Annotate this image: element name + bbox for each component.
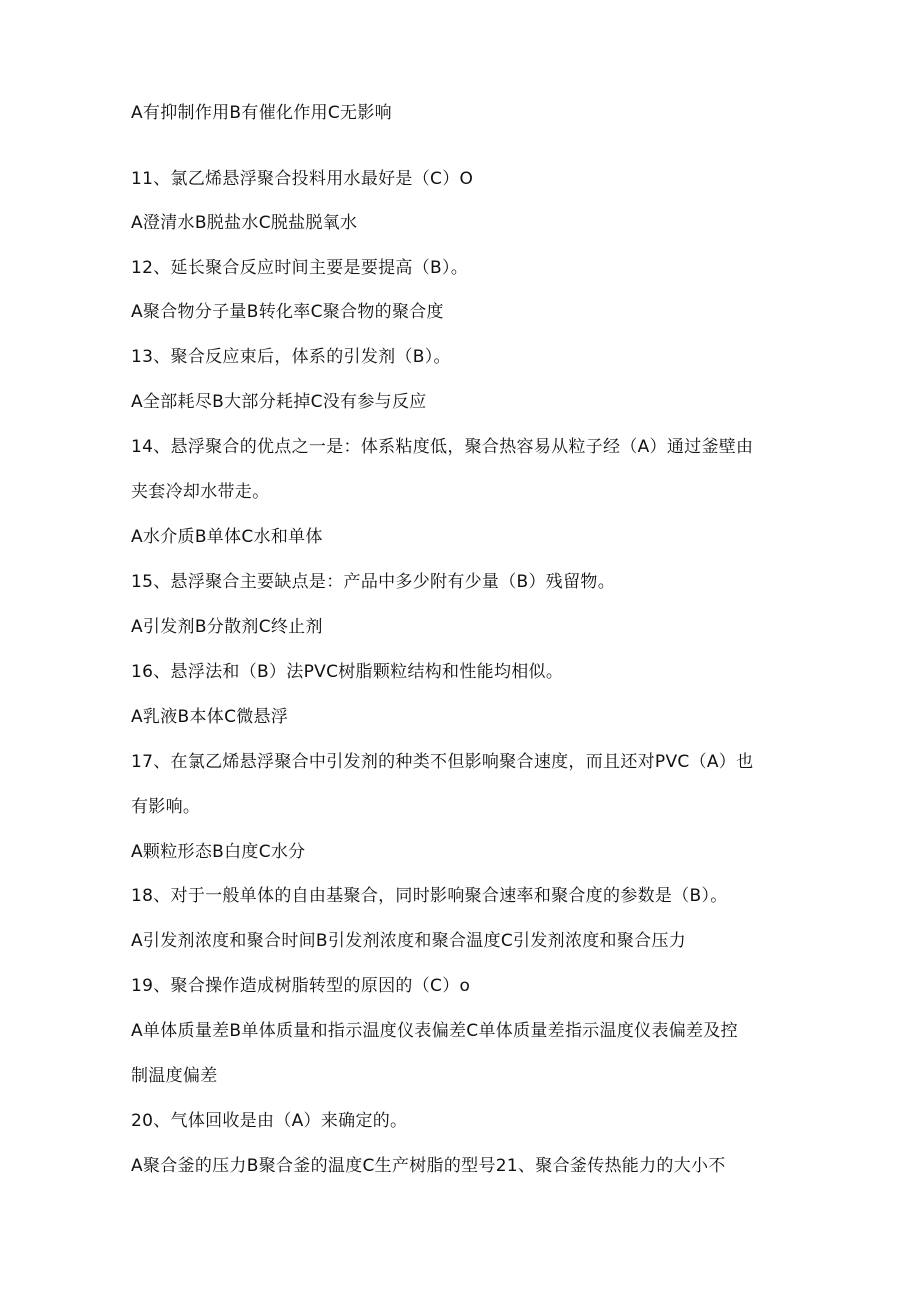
question-14-continued: 夹套冷却水带走。 xyxy=(131,482,270,502)
answer-options-12: A聚合物分子量B转化率C聚合物的聚合度 xyxy=(131,302,444,322)
answer-options-15: A引发剂B分散剂C终止剂 xyxy=(131,617,323,637)
answer-options-18: A引发剂浓度和聚合时间B引发剂浓度和聚合温度C引发剂浓度和聚合压力 xyxy=(131,931,687,951)
answer-options-11: A澄清水B脱盐水C脱盐脱氧水 xyxy=(131,213,358,233)
answer-options-17: A颗粒形态B白度C水分 xyxy=(131,842,306,862)
question-13: 13、聚合反应束后，体系的引发剂（B）。 xyxy=(131,347,451,367)
answer-options-16: A乳液B本体C微悬浮 xyxy=(131,707,289,727)
answer-options-19: A单体质量差B单体质量和指示温度仪表偏差C单体质量差指示温度仪表偏差及控 xyxy=(131,1021,738,1041)
question-19: 19、聚合操作造成树脂转型的原因的（C）o xyxy=(131,976,471,996)
answer-options-20: A聚合釜的压力B聚合釜的温度C生产树脂的型号21、聚合釜传热能力的大小不 xyxy=(131,1156,726,1176)
question-16: 16、悬浮法和（B）法PVC树脂颗粒结构和性能均相似。 xyxy=(131,662,564,682)
answer-options-14: A水介质B单体C水和单体 xyxy=(131,527,323,547)
question-18: 18、对于一般单体的自由基聚合，同时影响聚合速率和聚合度的参数是（B）。 xyxy=(131,886,728,906)
question-11: 11、氯乙烯悬浮聚合投料用水最好是（C）O xyxy=(131,169,474,189)
answer-options-10: A有抑制作用B有催化作用C无影响 xyxy=(131,103,392,123)
question-17-continued: 有影响。 xyxy=(131,797,201,817)
answer-options-19-continued: 制温度偏差 xyxy=(131,1066,218,1086)
question-12: 12、延长聚合反应时间主要是要提高（B）。 xyxy=(131,258,469,278)
question-20: 20、气体回收是由（A）来确定的。 xyxy=(131,1111,408,1131)
question-15: 15、悬浮聚合主要缺点是：产品中多少附有少量（B）残留物。 xyxy=(131,572,615,592)
answer-options-13: A全部耗尽B大部分耗掉C没有参与反应 xyxy=(131,392,427,412)
question-14: 14、悬浮聚合的优点之一是：体系粘度低，聚合热容易从粒子经（A）通过釜壁由 xyxy=(131,437,754,457)
question-17: 17、在氯乙烯悬浮聚合中引发剂的种类不但影响聚合速度，而且还对PVC（A）也 xyxy=(131,752,754,772)
